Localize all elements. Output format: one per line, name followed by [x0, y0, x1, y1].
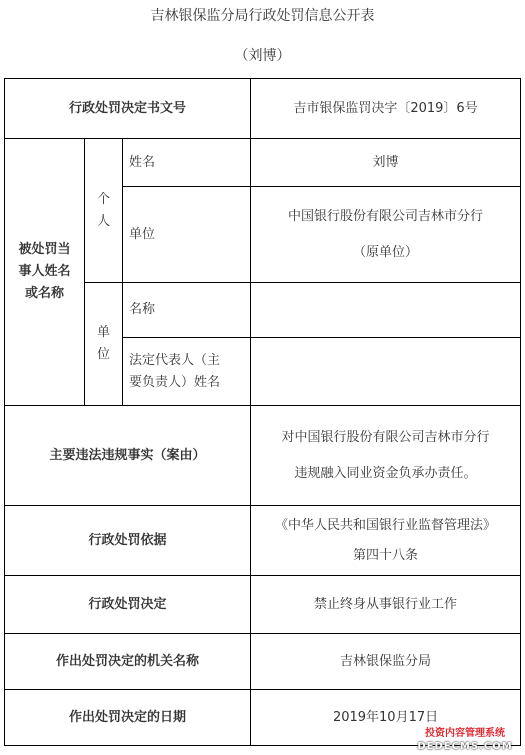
unit-value-line: 中国银行股份有限公司吉林市分行	[288, 208, 484, 224]
table-row	[5, 79, 521, 139]
individual-group-char: 个	[96, 191, 110, 207]
unit-value-line: （原单位）	[353, 244, 419, 260]
party-label	[5, 139, 85, 406]
penalty-info-table	[4, 78, 521, 746]
legal-rep-label-line: 法定代表人（主	[129, 352, 221, 368]
party-label-line: 事人姓名	[18, 264, 71, 279]
violation-value	[251, 406, 521, 506]
legal-rep-label-line: 要负责人）姓名	[129, 374, 221, 390]
doc-number-label: 行政处罚决定书文号	[5, 79, 251, 139]
violation-value-line: 对中国银行股份有限公司吉林市分行	[281, 429, 490, 445]
basis-value	[251, 506, 521, 576]
table-row	[5, 406, 521, 506]
table-row	[5, 690, 521, 746]
unit-label: 单位	[123, 187, 251, 283]
individual-group-char: 人	[96, 213, 110, 229]
table-row	[5, 576, 521, 634]
decision-value: 禁止终身从事银行业工作	[251, 576, 521, 634]
basis-value-line: 第四十八条	[353, 547, 419, 563]
doc-number-value: 吉市银保监罚决字〔2019〕6号	[251, 79, 521, 139]
basis-value-line: 《中华人民共和国银行业监督管理法》	[275, 517, 497, 533]
party-label-line: 或名称	[24, 286, 64, 301]
page-subtitle: （刘博）	[234, 48, 291, 64]
violation-label: 主要违法违规事实（案由）	[5, 406, 251, 506]
legal-rep-label	[123, 338, 251, 406]
table-row	[5, 506, 521, 576]
watermark-line: DEDECMS.COM	[417, 741, 513, 752]
unit-value	[251, 187, 521, 283]
basis-label: 行政处罚依据	[5, 506, 251, 576]
decision-label: 行政处罚决定	[5, 576, 251, 634]
entity-name-value	[251, 283, 521, 338]
authority-value: 吉林银保监分局	[251, 634, 521, 690]
legal-rep-value	[251, 338, 521, 406]
entity-group-char: 位	[96, 347, 110, 362]
date-value: 2019年10月17日	[251, 690, 521, 746]
table-row	[5, 139, 521, 187]
date-label: 作出处罚决定的日期	[5, 690, 251, 746]
watermark-line: 投资内容管理系统	[425, 728, 505, 739]
authority-label: 作出处罚决定的机关名称	[5, 634, 251, 690]
name-value: 刘博	[251, 139, 521, 187]
violation-value-line: 违规融入同业资金负承办责任。	[294, 465, 477, 481]
entity-name-label: 名称	[123, 283, 251, 338]
entity-group-char: 单	[96, 325, 110, 340]
entity-group-label	[85, 283, 123, 406]
name-label: 姓名	[123, 139, 251, 187]
page-title: 吉林银保监分局行政处罚信息公开表	[150, 8, 375, 24]
party-label-line: 被处罚当	[18, 242, 71, 257]
individual-group-label	[85, 139, 123, 283]
table-row	[5, 634, 521, 690]
